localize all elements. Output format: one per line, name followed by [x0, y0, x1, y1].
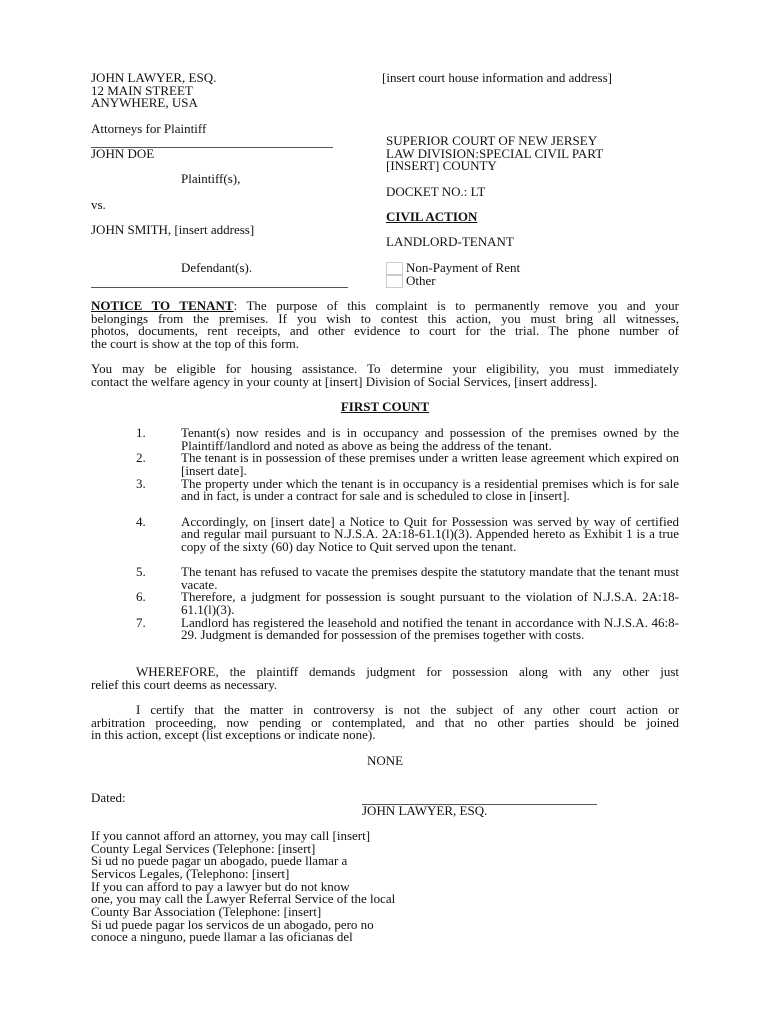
notice-line: belongings from the premises. If you wish to contest this action, you must bring all witnesses, — [91, 310, 679, 326]
versus: vs. — [91, 197, 106, 212]
housing-line: contact the welfare agency in your county at [insert] Division of Social Services, [insert address]. — [91, 373, 598, 389]
plaintiff-name: JOHN DOE — [91, 146, 155, 161]
item-text: Landlord has registered the leasehold and notified the tenant in accordance with N.J.S.A. 46:8-29. Judgment is demanded for possession of the premises together with costs. — [181, 614, 679, 643]
wherefore-line: relief this court deems as necessary. — [91, 676, 278, 692]
docket-number: DOCKET NO.: LT — [386, 184, 486, 199]
item-number: 6. — [136, 589, 146, 605]
checkbox-other[interactable] — [386, 275, 403, 288]
divider — [91, 287, 348, 288]
attorney-line: 12 MAIN STREET — [91, 82, 193, 98]
checkbox-non-payment[interactable] — [386, 262, 403, 275]
defendant-name: JOHN SMITH, [insert address] — [91, 222, 255, 237]
wherefore-line: WHEREFORE, the plaintiff demands judgment for possession along with any other just — [136, 664, 679, 679]
certify-line: arbitration proceeding, now pending or contemplated, and that no other parties should be joined — [91, 714, 679, 730]
item-number: 1. — [136, 425, 146, 440]
court-name — [386, 135, 603, 173]
item-text: The tenant has refused to vacate the premises despite the statutory mandate that the tenant must vacate. — [181, 564, 679, 592]
certify-line: I certify that the matter in controversy is not the subject of any other court action or — [136, 702, 679, 717]
notice-line: photos, documents, rent receipts, and other evidence to court for the trial. The phone number of — [91, 323, 679, 339]
housing-paragraph — [91, 363, 679, 388]
plaintiff-label: Plaintiff(s), — [181, 171, 241, 186]
footer-line: County Legal Services (Telephone: [insert] — [91, 840, 316, 856]
item-number: 4. — [136, 513, 146, 529]
landlord-tenant: LANDLORD-TENANT — [386, 234, 514, 249]
dated-label: Dated: — [91, 790, 126, 805]
item-number: 5. — [136, 564, 146, 580]
court-house-info: [insert court house information and address] — [382, 70, 612, 85]
checkbox-label: Non-Payment of Rent — [406, 260, 521, 275]
defendant-label: Defendant(s). — [181, 260, 253, 275]
civil-action-heading: CIVIL ACTION — [386, 209, 478, 224]
notice-line: the court is show at the top of this form. — [91, 335, 299, 351]
footer-line: If you can afford to pay a lawyer but do not know — [91, 878, 350, 894]
footer-line: one, you may call the Lawyer Referral Service of the local — [91, 891, 396, 907]
attorney-address — [91, 72, 216, 110]
notice-paragraph — [91, 300, 679, 351]
item-text: The tenant is in possession of these premises under a written lease agreement which expired on [insert date]. — [181, 450, 679, 478]
court-line: SUPERIOR COURT OF NEW JERSEY — [386, 133, 598, 148]
item-number: 7. — [136, 614, 146, 630]
signature-name: JOHN LAWYER, ESQ. — [362, 803, 488, 818]
item-number: 3. — [136, 475, 146, 491]
notice-text: : The purpose of this complaint is to permanently remove you and your — [233, 298, 680, 313]
wherefore-paragraph — [91, 666, 679, 691]
item-text: The property under which the tenant is in occupancy is a residential premises which is for sale and in fact, is under a contract for sale and is scheduled to close in [insert]. — [181, 475, 679, 504]
footer-line: County Bar Association (Telephone: [insert] — [91, 903, 322, 919]
footer-line: Servicos Legales, (Telephono: [insert] — [91, 865, 290, 881]
attorney-line: ANYWHERE, USA — [91, 95, 198, 111]
footer-line: If you cannot afford an attorney, you may call [insert] — [91, 828, 371, 843]
legal-services-info — [91, 830, 395, 944]
item-text: Therefore, a judgment for possession is sought pursuant to the violation of N.J.S.A. 2A:18-61.1(l)(3). — [181, 589, 679, 618]
certification-paragraph — [91, 704, 679, 742]
footer-line: Si ud puede pagar los servicos de un abogado, pero no — [91, 916, 374, 932]
court-line: [INSERT] COUNTY — [386, 158, 497, 174]
attorneys-for: Attorneys for Plaintiff — [91, 121, 207, 136]
notice-lead: NOTICE TO TENANT — [91, 298, 234, 313]
footer-line: conoce a ninguno, puede llamar a las oficianas del — [91, 929, 353, 945]
first-count-heading: FIRST COUNT — [340, 399, 430, 414]
item-text: Accordingly, on [insert date] a Notice to Quit for Possession was served by way of certified and regular mail pursuant to N.J.S.A. 2A:18-61.1(l)(3). Appended hereto as Exhibit 1 is a true copy of the sixty (60) day Notice to Quit served upon the tenant. — [181, 513, 679, 554]
item-text: Tenant(s) now resides and is in occupancy and possession of the premises owned by the Plaintiff/landlord and noted as above as being the address of the tenant. — [181, 425, 679, 453]
court-line: LAW DIVISION:SPECIAL CIVIL PART — [386, 145, 604, 161]
attorney-line: JOHN LAWYER, ESQ. — [91, 70, 217, 85]
checkbox-label: Other — [406, 273, 436, 288]
item-number: 2. — [136, 450, 146, 466]
certify-line: in this action, except (list exceptions or indicate none). — [91, 727, 376, 743]
exceptions-none: NONE — [366, 753, 404, 768]
housing-line: You may be eligible for housing assistance. To determine your eligibility, you must immediately — [91, 361, 679, 376]
footer-line: Si ud no puede pagar un abogado, puede llamar a — [91, 853, 348, 869]
